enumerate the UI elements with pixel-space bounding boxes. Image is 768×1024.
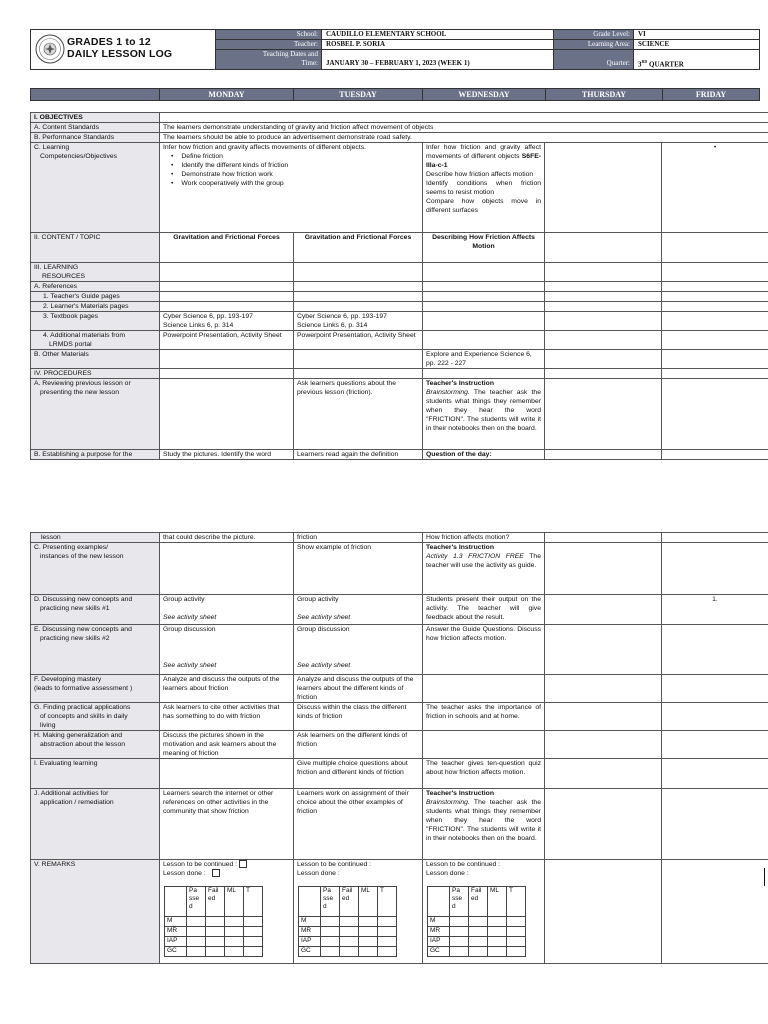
discussing-2-label: E. Discussing new concepts and practicing new skills #2 <box>31 625 160 675</box>
table-row <box>31 595 768 625</box>
dll-table-page1 <box>30 112 768 460</box>
discussing-1-label: D. Discussing new concepts and practicing new skills #1 <box>31 595 160 625</box>
lesson-wed: How friction affects motion? <box>423 533 545 543</box>
table-row <box>31 292 768 302</box>
title-block <box>31 30 216 69</box>
content-standards-label: A. Content Standards <box>31 123 160 133</box>
applications-mon: Ask learners to cite other activities that has something to do with friction <box>160 703 294 731</box>
competencies-fri: • <box>662 143 768 233</box>
table-row <box>31 369 768 379</box>
competencies-mon-tue: Infer how friction and gravity affects movements of different objects. • Define friction • Identify the different kinds of friction • Demonstrate how friction work • Work cooperatively with the group <box>160 143 423 233</box>
discussing-1-wed: Students present their output on the activity. The teacher will give feedback about the result. <box>423 595 545 625</box>
additional-materials-tue: Powerpoint Presentation, Activity Sheet <box>294 331 423 350</box>
teacher-value: ROSBEL P. SORIA <box>321 40 553 49</box>
content-standards-value: The learners demonstrate understanding of gravity and friction affect movement of objects <box>160 123 768 133</box>
purpose-wed: Question of the day: <box>423 450 545 460</box>
table-row <box>31 731 768 759</box>
table-row <box>31 143 768 233</box>
remarks-label: V. REMARKS <box>31 860 160 964</box>
table-row <box>31 263 768 282</box>
purpose-tue: Learners read again the definition <box>294 450 423 460</box>
grade-value: VI <box>633 30 759 39</box>
learners-materials-label: 2. Learner's Materials pages <box>31 302 160 312</box>
generalization-mon: Discuss the pictures shown in the motivation and ask learners about the meaning of friction <box>160 731 294 759</box>
school-value: CAUDILLO ELEMENTARY SCHOOL <box>321 30 553 39</box>
cursor-bar <box>764 868 765 886</box>
generalization-label: H. Making generalization and abstraction about the lesson <box>31 731 160 759</box>
discussing-1-mon: Group activity See activity sheet <box>160 595 294 625</box>
school-label: School: <box>216 30 321 39</box>
additional-materials-mon: Powerpoint Presentation, Activity Sheet <box>160 331 294 350</box>
day-friday: FRIDAY <box>662 89 759 100</box>
additional-activities-label: J. Additional activities for application / remediation <box>31 789 160 860</box>
mastery-mon: Analyze and discuss the outputs of the learners about friction <box>160 675 294 703</box>
presenting-examples-label: C. Presenting examples/ instances of the new lesson <box>31 543 160 595</box>
competencies-label: C. Learning Competencies/Objectives <box>31 143 160 233</box>
table-row <box>31 450 768 460</box>
teacher-label: Teacher: <box>216 40 321 49</box>
table-row <box>31 703 768 731</box>
dll-table-page2 <box>30 532 768 964</box>
evaluating-tue: Give multiple choice questions about friction and different kinds of friction <box>294 759 423 789</box>
remarks-wed: Lesson to be continued : Lesson done : Pa sse d Fail ed ML T M MR IAP GC <box>423 860 545 964</box>
mastery-count-table: Pa sse d Fail ed ML T M MR IAP GC <box>164 886 263 957</box>
table-row <box>31 282 768 292</box>
quarter-value: 3RD QUARTER <box>633 50 759 69</box>
table-row <box>31 113 768 123</box>
developing-mastery-label: F. Developing mastery (leads to formative assessment ) <box>31 675 160 703</box>
table-row <box>31 759 768 789</box>
procedures-label: IV. PROCEDURES <box>31 369 160 379</box>
list-item: • Demonstrate how friction work <box>177 170 419 179</box>
additional-materials-label: 4. Additional materials from LRMDS portal <box>31 331 160 350</box>
deped-seal-icon <box>35 34 65 64</box>
title-grades: GRADES 1 to 12 <box>67 36 151 48</box>
learning-resources-label: III. LEARNING RESOURCES <box>31 263 160 282</box>
presenting-tue: Show example of friction <box>294 543 423 595</box>
establishing-purpose-label: B. Establishing a purpose for the <box>31 450 160 460</box>
textbook-label: 3. Textbook pages <box>31 312 160 331</box>
table-row <box>31 543 768 595</box>
table-row <box>31 675 768 703</box>
area-label: Learning Area: <box>553 40 633 49</box>
topic-tue: Gravitation and Frictional Forces <box>294 233 423 263</box>
topic-mon: Gravitation and Frictional Forces <box>160 233 294 263</box>
reviewing-tue: Ask learners questions about the previous lesson (friction). <box>294 379 423 450</box>
day-wednesday: WEDNESDAY <box>422 89 545 100</box>
evaluating-label: I. Evaluating learning <box>31 759 160 789</box>
additional-wed: Teacher's Instruction Brainstorming. The teacher ask the students what things they remember when they hear the word "FRICTION". The students will write it in their notebooks then on the board. <box>423 789 545 860</box>
textbook-mon: Cyber Science 6, pp. 193-197 Science Links 6, p. 314 <box>160 312 294 331</box>
table-row <box>31 860 768 964</box>
table-row <box>31 789 768 860</box>
mastery-count-table: Pa sse d Fail ed ML T M MR IAP GC <box>427 886 526 957</box>
discussing-2-mon: Group discussion See activity sheet <box>160 625 294 675</box>
objectives-heading: I. OBJECTIVES <box>31 113 160 123</box>
table-row <box>31 533 768 543</box>
remarks-mon: Lesson to be continued : Lesson done : Pa sse d Fail ed ML T M MR IAP GC <box>160 860 294 964</box>
performance-standards-value: The learners should be able to produce an advertisement demonstrate road safety. <box>160 133 768 143</box>
mastery-count-table: Pa sse d Fail ed ML T M MR IAP GC <box>298 886 397 957</box>
table-row <box>31 312 768 331</box>
table-row <box>31 123 768 133</box>
applications-tue: Discuss within the class the different kinds of friction <box>294 703 423 731</box>
presenting-wed: Teacher's Instruction Activity 1.3 FRICTION FREE The teacher will use the activity as guide. <box>423 543 545 595</box>
day-monday: MONDAY <box>159 89 293 100</box>
competencies-wed: Infer how friction and gravity affect movements of different objects S6FE-IIIa-c-1 Describe how friction affects motion Identify conditions when friction seems to resist motion Compare how objects move in different surfaces <box>423 143 545 233</box>
day-thursday: THURSDAY <box>545 89 662 100</box>
discussing-2-tue: Group discussion See activity sheet <box>294 625 423 675</box>
other-materials-wed: Explore and Experience Science 6, pp. 222 - 227 <box>423 350 545 369</box>
discussing-2-wed: Answer the Guide Questions. Discuss how friction affects motion. <box>423 625 545 675</box>
title-dll: DAILY LESSON LOG <box>67 48 173 60</box>
lesson-log-header <box>30 29 760 70</box>
remarks-tue: Lesson to be continued : Lesson done : Pa sse d Fail ed ML T M MR IAP GC <box>294 860 423 964</box>
evaluating-wed: The teacher gives ten-question quiz about how friction affects motion. <box>423 759 545 789</box>
lesson-tue: friction <box>294 533 423 543</box>
applications-wed: The teacher asks the importance of friction in schools and at home. <box>423 703 545 731</box>
dates-label: Teaching Dates and Time: <box>216 50 321 69</box>
discussing-1-fri: 1. <box>662 595 768 625</box>
days-header <box>30 88 760 101</box>
table-row <box>31 350 768 369</box>
teachers-guide-label: 1. Teacher's Guide pages <box>31 292 160 302</box>
list-item: • Identify the different kinds of friction <box>177 161 419 170</box>
day-tuesday: TUESDAY <box>293 89 422 100</box>
list-item: • Work cooperatively with the group <box>177 179 419 188</box>
quarter-label: Quarter: <box>553 50 633 69</box>
table-row <box>31 233 768 263</box>
table-row <box>31 331 768 350</box>
reviewing-wed: Teacher's Instruction Brainstorming. The teacher ask the students what things they remember when they hear the word "FRICTION". The students will write it in their notebooks then on the board. <box>423 379 545 450</box>
practical-applications-label: G. Finding practical applications of concepts and skills in daily living <box>31 703 160 731</box>
purpose-mon: Study the pictures. Identify the word <box>160 450 294 460</box>
other-materials-label: B. Other Materials <box>31 350 160 369</box>
additional-tue: Learners work on assignment of their choice about the other examples of friction <box>294 789 423 860</box>
done-checkbox[interactable] <box>212 869 220 877</box>
grade-label: Grade Level: <box>553 30 633 39</box>
area-value: SCIENCE <box>633 40 759 49</box>
continued-checkbox[interactable] <box>239 860 247 868</box>
table-row <box>31 133 768 143</box>
reviewing-label: A. Reviewing previous lesson or presenting the new lesson <box>31 379 160 450</box>
dates-value: JANUARY 30 – FEBRUARY 1, 2023 (WEEK 1) <box>321 50 553 69</box>
textbook-tue: Cyber Science 6, pp. 193-197 Science Links 6, p. 314 <box>294 312 423 331</box>
content-topic-label: II. CONTENT / TOPIC <box>31 233 160 263</box>
lesson-label: lesson <box>31 533 160 543</box>
generalization-tue: Ask learners on the different kinds of friction <box>294 731 423 759</box>
list-item: • Define friction <box>177 152 419 161</box>
performance-standards-label: B. Performance Standards <box>31 133 160 143</box>
table-row <box>31 625 768 675</box>
table-row <box>31 379 768 450</box>
additional-mon: Learners search the internet or other references on other activities in the community that show friction <box>160 789 294 860</box>
references-label: A. References <box>31 282 160 292</box>
topic-wed: Describing How Friction Affects Motion <box>423 233 545 263</box>
table-row <box>31 302 768 312</box>
lesson-mon: that could describe the picture. <box>160 533 294 543</box>
discussing-1-tue: Group activity See activity sheet <box>294 595 423 625</box>
mastery-tue: Analyze and discuss the outputs of the learners about the different kinds of friction <box>294 675 423 703</box>
